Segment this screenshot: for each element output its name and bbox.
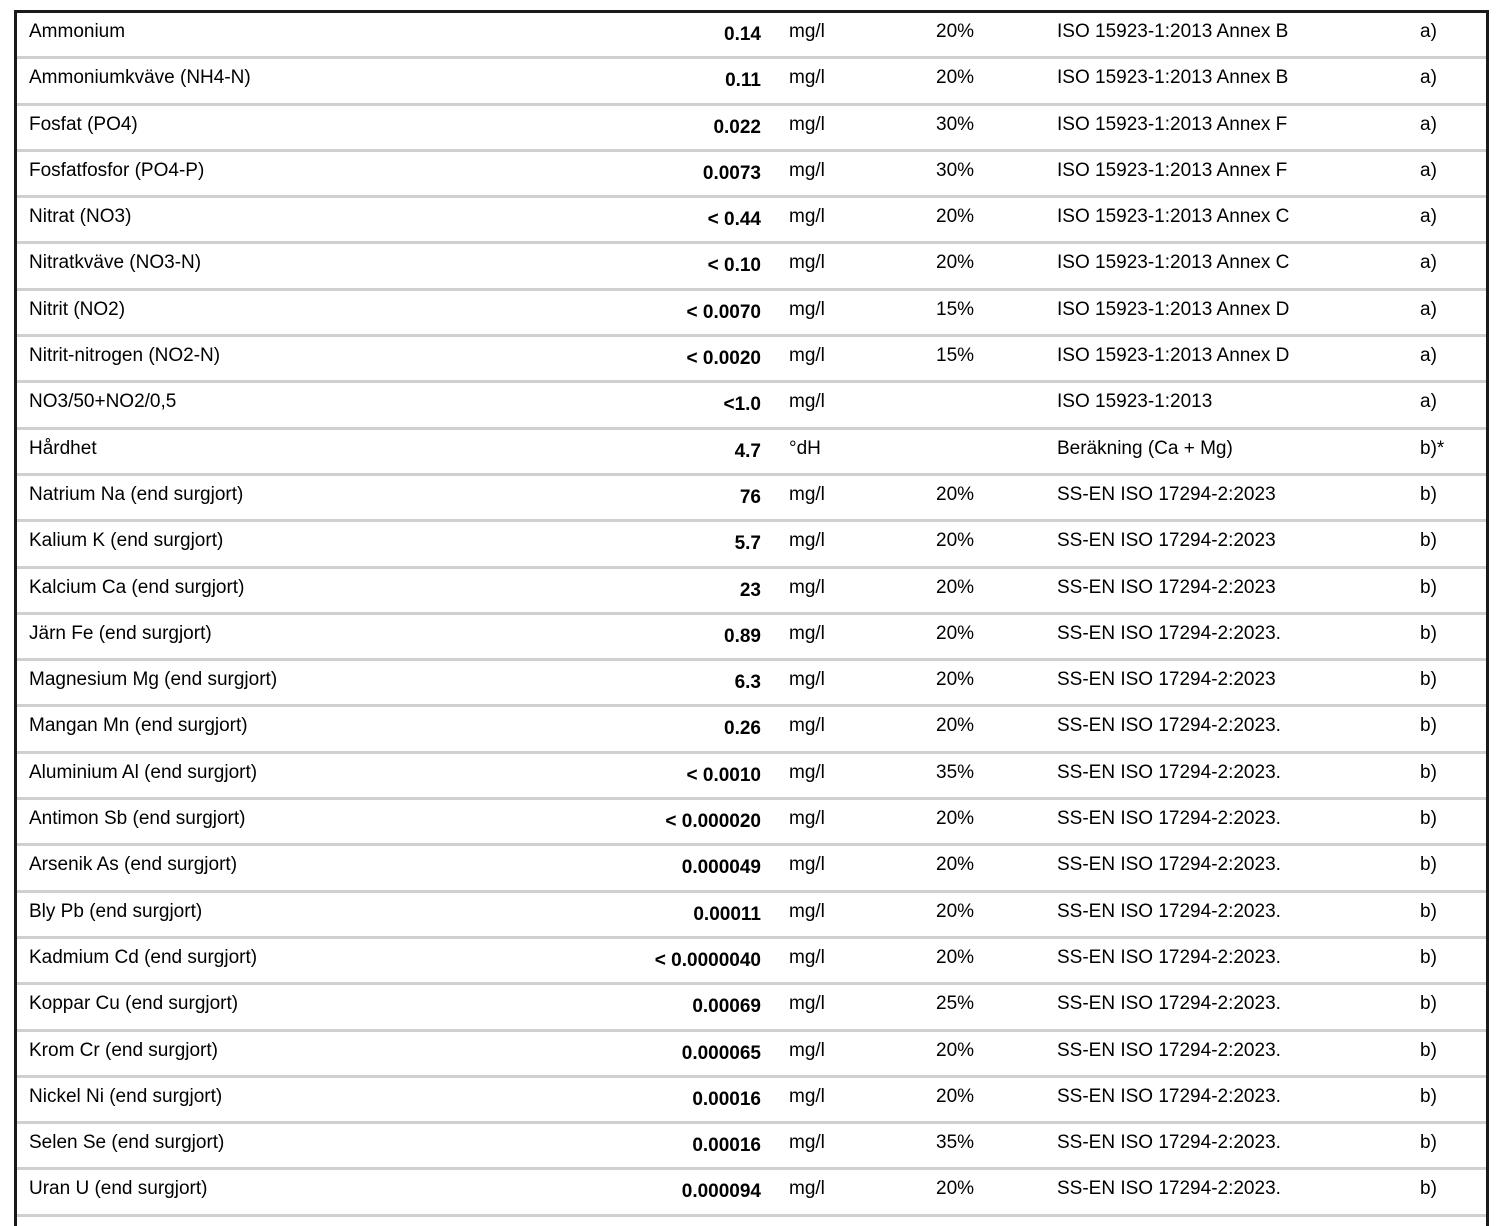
result-value: 76 [739,486,761,508]
measurement-uncertainty: 20% [936,715,975,737]
result-value: 0.022 [713,116,761,138]
result-value: 0.00016 [692,1088,761,1110]
table-row [17,106,1486,152]
measurement-uncertainty: 30% [936,159,975,181]
table-row [17,152,1486,198]
method-standard: SS-EN ISO 17294-2:2023. [1057,993,1281,1015]
unit: mg/l [789,622,825,644]
footnote-ref: b) [1420,808,1437,830]
parameter-name: Koppar Cu (end surgjort) [29,993,239,1015]
result-value: < 0.0010 [686,764,761,786]
result-value: 0.000049 [681,857,761,879]
measurement-uncertainty: 30% [936,113,975,135]
unit: mg/l [789,530,825,552]
unit: mg/l [789,391,825,413]
measurement-uncertainty: 20% [936,576,975,598]
result-value: 23 [739,579,761,601]
measurement-uncertainty: 20% [936,900,975,922]
table-row [17,1124,1486,1170]
method-standard: SS-EN ISO 17294-2:2023 [1057,483,1276,505]
parameter-name: Antimon Sb (end surgjort) [29,808,246,830]
measurement-uncertainty: 20% [936,483,975,505]
table-row [17,337,1486,383]
method-standard: ISO 15923-1:2013 Annex C [1057,206,1290,228]
unit: mg/l [789,1178,825,1200]
table-row [17,198,1486,244]
unit: mg/l [789,715,825,737]
method-standard: SS-EN ISO 17294-2:2023. [1057,1132,1281,1154]
unit: mg/l [789,669,825,691]
table-row [17,707,1486,753]
method-standard: ISO 15923-1:2013 [1057,391,1213,413]
table-row [17,13,1486,59]
parameter-name: Krom Cr (end surgjort) [29,1039,218,1061]
unit: °dH [789,437,821,459]
result-value: 5.7 [734,533,761,555]
method-standard: SS-EN ISO 17294-2:2023. [1057,761,1281,783]
footnote-ref: a) [1420,206,1437,228]
footnote-ref: b)* [1420,437,1445,459]
table-row [17,383,1486,429]
measurement-uncertainty: 20% [936,946,975,968]
unit: mg/l [789,21,825,42]
table-row [17,476,1486,522]
result-value: 0.0073 [702,162,761,184]
result-value: < 0.0020 [686,348,761,370]
footnote-ref: a) [1420,67,1437,89]
parameter-name: Mangan Mn (end surgjort) [29,715,248,737]
result-value: 6.3 [734,672,761,694]
parameter-name: Ammoniumkväve (NH4-N) [29,67,251,89]
footnote-ref: b) [1420,715,1437,737]
parameter-name: Ammonium [29,21,126,42]
table-row [17,754,1486,800]
parameter-name: Kadmium Cd (end surgjort) [29,946,258,968]
result-value: < 0.0070 [686,301,761,323]
parameter-name: Arsenik As (end surgjort) [29,854,238,876]
unit: mg/l [789,206,825,228]
parameter-name: Fosfat (PO4) [29,113,138,135]
footnote-ref: b) [1420,576,1437,598]
measurement-uncertainty: 25% [936,993,975,1015]
parameter-name: Selen Se (end surgjort) [29,1132,225,1154]
footnote-ref: b) [1420,530,1437,552]
table-row [17,59,1486,105]
result-value: 0.000065 [681,1042,761,1064]
method-standard: ISO 15923-1:2013 Annex D [1057,298,1290,320]
measurement-uncertainty: 20% [936,67,975,89]
unit: mg/l [789,1132,825,1154]
footnote-ref: a) [1420,21,1437,42]
unit: mg/l [789,483,825,505]
table-row [17,939,1486,985]
result-value: <1.0 [723,394,761,416]
parameter-name: Aluminium Al (end surgjort) [29,761,258,783]
result-value: 0.11 [725,70,761,92]
measurement-uncertainty: 20% [936,1039,975,1061]
parameter-name: Uran U (end surgjort) [29,1178,208,1200]
table-row [17,569,1486,615]
parameter-name: Bly Pb (end surgjort) [29,900,203,922]
method-standard: ISO 15923-1:2013 Annex F [1057,159,1288,181]
footnote-ref: b) [1420,900,1437,922]
footnote-ref: b) [1420,946,1437,968]
footnote-ref: a) [1420,159,1437,181]
method-standard: SS-EN ISO 17294-2:2023. [1057,854,1281,876]
unit: mg/l [789,946,825,968]
unit: mg/l [789,345,825,367]
footnote-ref: b) [1420,622,1437,644]
method-standard: SS-EN ISO 17294-2:2023. [1057,808,1281,830]
footnote-ref: b) [1420,761,1437,783]
unit: mg/l [789,993,825,1015]
unit: mg/l [789,1085,825,1107]
method-standard: SS-EN ISO 17294-2:2023. [1057,622,1281,644]
unit: mg/l [789,159,825,181]
measurement-uncertainty: 35% [936,761,975,783]
method-standard: Beräkning (Ca + Mg) [1057,437,1233,459]
result-value: 4.7 [734,440,761,462]
parameter-name: Natrium Na (end surgjort) [29,483,244,505]
parameter-name: Nitrat (NO3) [29,206,132,228]
footnote-ref: b) [1420,854,1437,876]
method-standard: ISO 15923-1:2013 Annex F [1057,113,1288,135]
footnote-ref: a) [1420,252,1437,274]
parameter-name: Kalium K (end surgjort) [29,530,224,552]
measurement-uncertainty: 20% [936,530,975,552]
result-value: 0.14 [724,24,761,45]
measurement-uncertainty: 20% [936,252,975,274]
measurement-uncertainty: 20% [936,206,975,228]
unit: mg/l [789,298,825,320]
result-value: < 0.44 [707,209,761,231]
method-standard: ISO 15923-1:2013 Annex D [1057,345,1290,367]
result-value: 0.000094 [681,1181,761,1203]
method-standard: SS-EN ISO 17294-2:2023. [1057,946,1281,968]
method-standard: ISO 15923-1:2013 Annex C [1057,252,1290,274]
table-row [17,1170,1486,1216]
parameter-name: Kalcium Ca (end surgjort) [29,576,245,598]
table-row [17,291,1486,337]
measurement-uncertainty: 20% [936,21,975,42]
footnote-ref: a) [1420,113,1437,135]
method-standard: SS-EN ISO 17294-2:2023. [1057,1039,1281,1061]
unit: mg/l [789,808,825,830]
table-row [17,846,1486,892]
measurement-uncertainty: 20% [936,808,975,830]
result-value: 0.26 [724,718,761,740]
result-value: 0.00016 [692,1135,761,1157]
parameter-name: NO3/50+NO2/0,5 [29,391,177,413]
method-standard: ISO 15923-1:2013 Annex B [1057,21,1289,42]
measurement-uncertainty: 15% [936,345,975,367]
unit: mg/l [789,252,825,274]
table-row [17,1032,1486,1078]
table-row [17,522,1486,568]
method-standard: SS-EN ISO 17294-2:2023 [1057,576,1276,598]
result-value: 0.89 [724,625,761,647]
unit: mg/l [789,1039,825,1061]
method-standard: SS-EN ISO 17294-2:2023 [1057,669,1276,691]
result-value: < 0.10 [707,255,761,277]
unit: mg/l [789,113,825,135]
result-value: 0.00011 [693,903,761,925]
parameter-name: Magnesium Mg (end surgjort) [29,669,278,691]
measurement-uncertainty: 15% [936,298,975,320]
unit: mg/l [789,576,825,598]
parameter-name: Fosfatfosfor (PO4-P) [29,159,205,181]
footnote-ref: a) [1420,345,1437,367]
unit: mg/l [789,854,825,876]
parameter-name: Järn Fe (end surgjort) [29,622,212,644]
result-value: < 0.000020 [665,811,761,833]
unit: mg/l [789,761,825,783]
table-row [17,800,1486,846]
table-row [17,430,1486,476]
parameter-name: Nitrit-nitrogen (NO2-N) [29,345,221,367]
footnote-ref: b) [1420,669,1437,691]
table-row [17,615,1486,661]
method-standard: SS-EN ISO 17294-2:2023. [1057,900,1281,922]
unit: mg/l [789,67,825,89]
footnote-ref: b) [1420,1085,1437,1107]
footnote-ref: b) [1420,1132,1437,1154]
table-row [17,893,1486,939]
parameter-name: Nickel Ni (end surgjort) [29,1085,223,1107]
method-standard: SS-EN ISO 17294-2:2023. [1057,1178,1281,1200]
method-standard: ISO 15923-1:2013 Annex B [1057,67,1289,89]
footnote-ref: b) [1420,993,1437,1015]
table-row [17,661,1486,707]
measurement-uncertainty: 20% [936,1178,975,1200]
measurement-uncertainty: 20% [936,669,975,691]
table-row [17,244,1486,290]
unit: mg/l [789,900,825,922]
method-standard: SS-EN ISO 17294-2:2023. [1057,1085,1281,1107]
parameter-name: Hårdhet [29,437,97,459]
method-standard: SS-EN ISO 17294-2:2023. [1057,715,1281,737]
result-value: 0.00069 [692,996,761,1018]
parameter-name: Nitrit (NO2) [29,298,126,320]
result-value: < 0.0000040 [654,949,761,971]
method-standard: SS-EN ISO 17294-2:2023 [1057,530,1276,552]
footnote-ref: b) [1420,1178,1437,1200]
footnote-ref: a) [1420,298,1437,320]
footnote-ref: b) [1420,1039,1437,1061]
parameter-name: Nitratkväve (NO3-N) [29,252,202,274]
footnote-ref: a) [1420,391,1437,413]
measurement-uncertainty: 20% [936,1085,975,1107]
measurement-uncertainty: 20% [936,622,975,644]
table-row [17,985,1486,1031]
table-row [17,1078,1486,1124]
footnote-ref: b) [1420,483,1437,505]
measurement-uncertainty: 35% [936,1132,975,1154]
measurement-uncertainty: 20% [936,854,975,876]
results-table [17,13,1486,1217]
